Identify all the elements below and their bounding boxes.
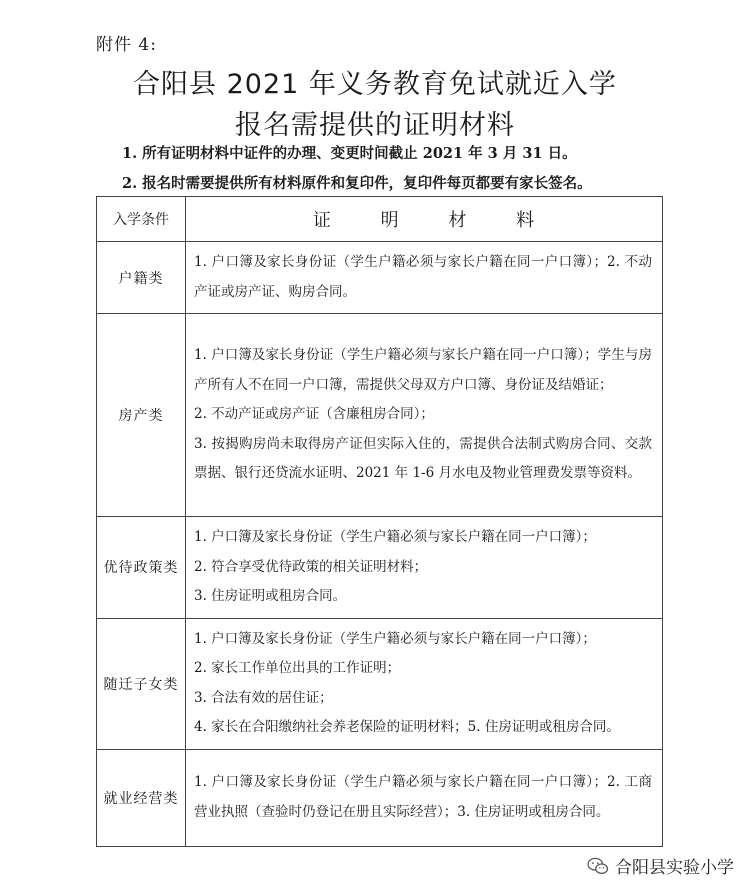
header-admission-condition: 入学条件 xyxy=(97,197,186,242)
account-watermark xyxy=(587,853,734,878)
note-cutoff-date: 1. 所有证明材料中证件的办理、变更时间截止 2021 年 3 月 31 日。 xyxy=(122,145,577,162)
document-title-line-1: 合阳县 2021 年义务教育免试就近入学 xyxy=(133,69,617,100)
material-line: 1. 户口簿及家长身份证（学生户籍必须与家长户籍在同一户口簿）； xyxy=(194,529,596,545)
table-row xyxy=(97,242,663,314)
wechat-icon xyxy=(587,857,609,875)
material-line: 4. 家长在合阳缴纳社会养老保险的证明材料；5. 住房证明或租房合同。 xyxy=(194,719,620,735)
row-materials xyxy=(186,517,663,619)
table-row xyxy=(97,314,663,517)
document-title-line-2: 报名需提供的证明材料 xyxy=(235,110,515,141)
row-category: 就业经营类 xyxy=(97,749,186,846)
material-line: 1. 户口簿及家长身份证（学生户籍必须与家长户籍在同一户口簿）； xyxy=(194,630,596,647)
material-line: 1. 户口簿及家长身份证（学生户籍必须与家长户籍在同一户口簿）；学生与房产所有人不在同一户口簿，需提供父母双方户口簿、身份证及结婚证； xyxy=(194,347,652,393)
table-row xyxy=(97,517,663,619)
material-line: 1. 户口簿及家长身份证（学生户籍必须与家长户籍在同一户口簿）；2. 工商营业执照（查验时仍登记在册且实际经营）；3. 住房证明或租房合同。 xyxy=(194,774,652,820)
material-line: 3. 合法有效的居住证； xyxy=(194,689,333,706)
header-proof-materials: 证 明 材 料 xyxy=(186,197,663,242)
material-line: 3. 按揭购房尚未取得房产证但实际入住的，需提供合法制式购房合同、交款票据、银行还贷流水证明、2021 年 1-6 月水电及物业管理费发票等资料。 xyxy=(194,435,652,482)
table-row xyxy=(97,749,663,846)
row-materials xyxy=(186,749,663,846)
row-category: 房产类 xyxy=(97,314,186,517)
material-line: 2. 符合享受优待政策的相关证明材料； xyxy=(194,558,428,575)
material-line: 2. 不动产证或房产证（含廉租房合同）； xyxy=(194,406,434,423)
material-line: 2. 家长工作单位出具的工作证明； xyxy=(194,660,401,676)
row-materials xyxy=(186,618,663,749)
attachment-label: 附件 4: xyxy=(96,35,157,55)
note-copies-signature: 2. 报名时需要提供所有材料原件和复印件，复印件每页都要有家长签名。 xyxy=(122,175,592,192)
watermark-text: 合阳县实验小学 xyxy=(615,858,734,878)
material-line: 3. 住房证明或租房合同。 xyxy=(194,588,347,604)
table-row xyxy=(97,618,663,749)
table-header-row xyxy=(97,197,663,242)
material-line: 1. 户口簿及家长身份证（学生户籍必须与家长户籍在同一户口簿）；2. 不动产证或房产证、购房合同。 xyxy=(194,254,652,300)
row-materials xyxy=(186,242,663,314)
row-category: 户籍类 xyxy=(97,242,186,314)
row-materials xyxy=(186,314,663,517)
materials-table xyxy=(96,196,663,847)
row-category: 优待政策类 xyxy=(97,517,186,619)
row-category: 随迁子女类 xyxy=(97,618,186,749)
